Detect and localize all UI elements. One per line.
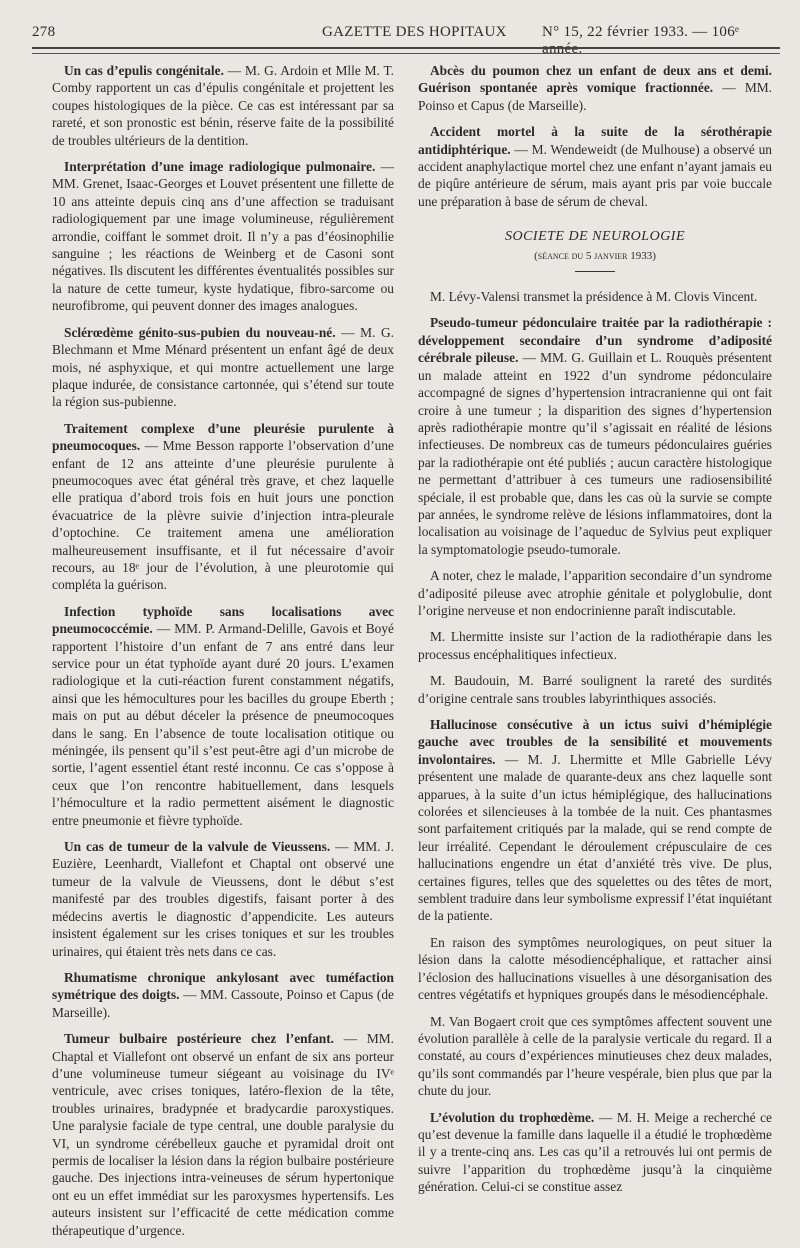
right-top-section — [418, 62, 772, 210]
running-header — [32, 22, 780, 57]
paragraph — [418, 123, 772, 210]
left-column — [52, 62, 394, 1248]
paragraph-text: — M. H. Meige a recherché ce qu’est devenue la famille dans laquelle il a étudié le trophœdème il y a trente-cinq ans. Les cas qu’il a retrouvés lui ont permis de suivre l’apparition du trophœdème jusqu’à la cinquième génération. Celui-ci se constitue assez — [418, 1109, 772, 1195]
section-rule — [575, 271, 615, 272]
header-rule-thin — [32, 53, 780, 54]
paragraph — [418, 934, 772, 1004]
paragraph-text: — M. G. Ardoin et Mlle M. T. Comby rapportent un cas d’épulis congénitale et projettent les coupes histologiques de la pièce. Ce cas est intéressant par sa rareté, et son pronostic est bénin, réserve faite de la possibilité de troubles ultérieurs de la dentition. — [52, 63, 394, 148]
paragraph — [418, 716, 772, 925]
paragraph-text: En raison des symptômes neurologiques, on peut situer la lésion dans la calotte mésodiencéphalique, et rattacher ainsi l’éclosion des hallucinations visuelles à une désorganisation des centres végétatifs et hypniques groupés dans le mésodiencéphale. — [418, 934, 772, 1003]
paragraph — [418, 1109, 772, 1196]
paragraph-text: — MM. Poinso et Capus (de Marseille). — [418, 80, 772, 113]
paragraph-title: Un cas d’epulis congénitale. — [64, 63, 224, 78]
paragraph — [52, 603, 394, 829]
paragraph-text: M. Baudouin, M. Barré soulignent la rareté des surdités d’origine centrale sans troubles labyrinthiques associés. — [418, 673, 772, 706]
paragraph — [418, 288, 772, 305]
paragraph-text: — M. G. Blechmann et Mme Ménard présentent un enfant âgé de deux mois, né asphyxique, et qui montre actuellement une large plaque indurée, de consistance cartonnée, qui s’étend sur toute la région sus-pubienne. — [52, 324, 394, 410]
paragraph — [418, 314, 772, 558]
paragraph-text: A noter, chez le malade, l’apparition secondaire d’un syndrome d’adiposité pileuse avec atrophie génitale et polyglobulie, dont l’origine nerveuse et non endocrinienne paraît indiscutable. — [418, 568, 772, 618]
paragraph-text: — MM. Cassoute, Poinso et Capus (de Marseille). — [52, 987, 394, 1020]
paragraph — [52, 969, 394, 1021]
paragraph-text: — MM. J. Euzière, Leenhardt, Viallefont et Chaptal ont observé une tumeur de la valvule de Vieussens, dont le début s’est manifesté par des troubles digestifs, faisant porter à des médecins avertis le diagnostic d’appendicite. Les auteurs insistent également sur les crises toniques et sur les troubles urinaires, qui étaient très nets dans ce cas. — [52, 839, 394, 959]
society-session: (séance du 5 janvier 1933) — [534, 249, 656, 262]
paragraph-title: Tumeur bulbaire postérieure chez l’enfant. — [64, 1031, 335, 1047]
paragraph — [418, 1013, 772, 1100]
paragraph-text: — Mme Besson rapporte l’observation d’une enfant de 12 ans atteinte d’une pleurésie purulente à pneumocoques avec état général très grave, et chez laquelle elle pratiqua d’abord trois fois en huit jours une ponction évacuatrice de la plèvre suivie d’injection intra-pleurale d’optochine. Ce traitement amena une amélioration malheureusement insuffisante, et il fut nécessaire d’avoir recours, au 18ᵉ jour de l’évolution, à une pleurotomie qui compléta la guérison. — [52, 438, 394, 593]
paragraph — [418, 567, 772, 619]
paragraph-title: Hallucinose consécutive à un ictus suivi d’hémiplégie gauche avec troubles de la sensibilité et mouvements involontaires. — [418, 717, 772, 767]
paragraph-text: — MM. G. Guillain et L. Rouquès présentent un malade atteint en 1922 d’un syndrome pédonculaire accompagné de signes d’hypertension intracranienne qui ont fait croire à une tumeur ; la disparition des signes d’hypertension après radiothérapie montre qu’il s’agissait en réalité de lésions infectieuses. De nombreux cas de tumeurs pédonculaires guéries par la radiothérapie ont été publiés ; aucun caractère histologique ne permettant d’attribuer à ces tumeurs une radiosensibilité spéciale, il est probable que, dans les cas où la survie se compte par années, le syndrome relève de lésions inflammatoires, dont la localisation au voisinage de l’aqueduc de Sylvius peut expliquer la symptomatologie pseudo-tumorale. — [418, 350, 772, 557]
paragraph-text: — MM. Chaptal et Viallefont ont observé un enfant de six ans porteur d’une volumineuse tumeur siégeant au voisinage du IVᵉ ventricule, avec crises toniques, latéro-flexion de la tête, troubles urinaires, bradypnée et bradycardie paroxystiques. Une paralysie faciale de type central, une double paralysie du VI, un syndrome cérébelleux gauche et pyramidal droit ont permis de localiser la lésion dans la région bulbaire postérieure gauche. Des injections intra-veineuses de sérum hypertonique ont eu un effet immédiat sur les paroxysmes hypertensifs. Les auteurs insistent sur l’efficacité de cette médication comme thérapeutique d’urgence. — [52, 1031, 394, 1238]
paragraph — [52, 420, 394, 594]
paragraph-text: — M. Wendeweidt (de Mulhouse) a observé un accident anaphylactique mortel chez une enfant n’ayant jamais eu de piqûre antérieure de sérum, mais ayant pris par voie buccale une préparation à base de sérum de cheval. — [418, 141, 772, 209]
paragraph-text: — MM. P. Armand-Delille, Gavois et Boyé rapportent l’histoire d’un enfant de 7 ans entré dans leur service pour un état typhoïde ayant duré 20 jours. L’examen radiologique et la cuti-réaction furent constamment négatifs, ainsi que les hémocultures pour les bacilles du groupe Eberth ; mais on put au début déceler la présence de pneumocoques dans le sang. En l’absence de toute localisation otitique ou méningée, ils pensent qu’il s’est peut-être agi d’un microbe de sortie, l’agent essentiel étant resté inconnu. Ce cas s’oppose à ceux que l’on rencontre habituellement, dans lesquels l’hémoculture et la radio permettent aisément le diagnostic entre pneumonie et fièvre typhoïde. — [52, 621, 394, 828]
right-bottom-section — [418, 288, 772, 1196]
paragraph — [52, 158, 394, 315]
paragraph-title: Traitement complexe d’une pleurésie purulente à pneumocoques. — [52, 420, 394, 454]
paragraph — [418, 628, 772, 663]
paragraph-title: Sclérœdème génito-sus-pubien du nouveau-né. — [64, 324, 336, 340]
paragraph — [52, 324, 394, 411]
paragraph-title: Un cas de tumeur de la valvule de Vieussens. — [64, 839, 331, 855]
right-column — [418, 62, 772, 1205]
paragraph — [418, 62, 772, 114]
paragraph — [52, 838, 394, 960]
society-name: SOCIETE DE NEUROLOGIE — [504, 229, 686, 245]
paragraph-text: M. Lévy-Valensi transmet la présidence à M. Clovis Vincent. — [430, 289, 758, 305]
paragraph-text: M. Lhermitte insiste sur l’action de la radiothérapie dans les processus encéphalitiques infectieux. — [418, 629, 772, 662]
paragraph-title: Accident mortel à la suite de la sérothérapie antidiphtérique. — [418, 124, 772, 157]
paragraph-title: Abcès du poumon chez un enfant de deux ans et demi. Guérison spontanée après vomique fractionnée. — [418, 63, 772, 96]
paragraph-text: — M. J. Lhermitte et Mlle Gabrielle Lévy présentent une malade de quarante-deux ans chez laquelle sont apparues, à la suite d’un ictus hémiplégique, des hallucinations colorées et silencieuses à la tombée de la nuit. Ces phantasmes sont parfaitement critiqués par la malade, qui se rend compte de leur irréalité. Cependant le déroulement crépusculaire de ces hallucinations engendre un état d’anxiété très vive. De plus, certaines figures, telles que des squelettes ou des têtes de mort, semblent traduire dans leur symbolisme expressif l’état inquiétant de la patiente. — [418, 751, 772, 924]
issue-info: N° 15, 22 février 1933. — 106ᵉ année. — [542, 24, 740, 57]
paragraph — [418, 672, 772, 707]
journal-title: GAZETTE DES HOPITAUX — [322, 24, 507, 40]
paragraph-title: Infection typhoïde sans localisations avec pneumococcémie. — [52, 603, 394, 637]
paragraph-title: Rhumatisme chronique ankylosant avec tuméfaction symétrique des doigts. — [52, 969, 394, 1003]
page-number: 278 — [32, 24, 56, 40]
paragraph-text: — MM. Grenet, Isaac-Georges et Louvet présentent une fillette de 10 ans atteinte depuis cinq ans d’une affection se traduisant radiologiquement par une image volumineuse, régulièrement arrondie, coiffant le sommet droit. Il n’y a pas d’éosinophilie sanguine ; les réactions de Weinberg et de Casoni sont négatives. Ils discutent les différentes éventualités possibles sur la nature de cette tumeur, kyste hydatique, fibro-sarcome ou neurofibrome, qui peuvent donner des images analogues. — [52, 159, 394, 314]
paragraph — [52, 1030, 394, 1239]
paragraph-title: Pseudo-tumeur pédonculaire traitée par la radiothérapie : développement secondaire d’un syndrome d’adiposité cérébrale pileuse. — [418, 315, 772, 366]
paragraph-text: M. Van Bogaert croit que ces symptômes affectent souvent une évolution parallèle à celle de la paralysie verticale du regard. Il a constaté, au cours d’expériences minutieuses chez deux malades, qu’ils sont commandés par l’heure vespérale, bien plus que par la chute du jour. — [418, 1013, 772, 1099]
paragraph — [52, 62, 394, 149]
paragraph-title: Interprétation d’une image radiologique pulmonaire. — [64, 159, 376, 175]
paragraph-title: L’évolution du trophœdème. — [430, 1109, 595, 1125]
header-rule-thick — [32, 47, 780, 49]
